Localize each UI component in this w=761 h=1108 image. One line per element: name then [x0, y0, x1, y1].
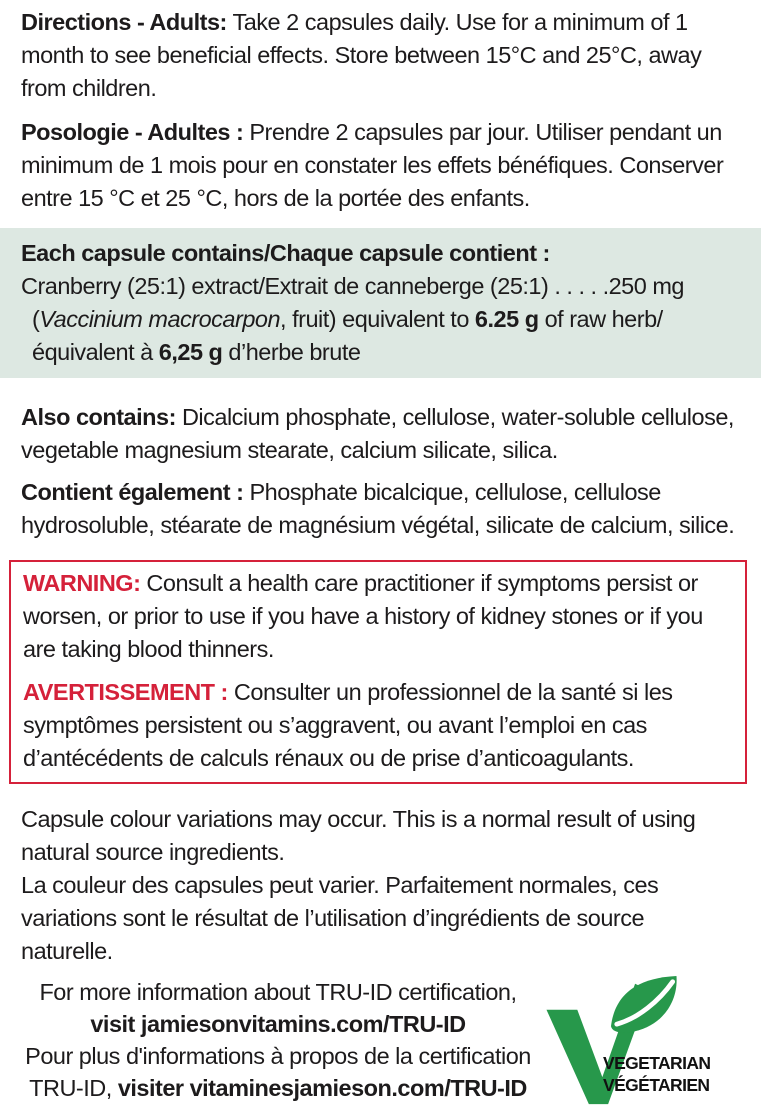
truid-en-line1: For more information about TRU-ID certification, — [39, 979, 517, 1005]
vegetarian-logo — [535, 976, 740, 1107]
vegetarian-label-en: VEGETARIAN — [603, 1053, 711, 1073]
warning-english: WARNING: Consult a health care practitioner if symptoms persist or worsen, or prior to use if you have a history of kidney stones or if you are taking blood thinners. — [23, 570, 703, 662]
also-contains-english: Also contains: Dicalcium phosphate, cellulose, water-soluble cellulose, vegetable magnesium stearate, calcium silicate, silica. — [21, 404, 734, 463]
capsule-note-french: La couleur des capsules peut varier. Parfaitement normales, ces variations sont le résultat de l’utilisation d’ingrédients de source naturelle. — [21, 872, 659, 964]
capsule-note-english: Capsule colour variations may occur. This is a normal result of using natural source ingredients. — [21, 806, 696, 865]
ingredient-amount-line: Cranberry (25:1) extract/Extrait de canneberge (25:1) . . . . .250 mg — [21, 273, 684, 299]
vegetarian-label-fr: VÉGÉTARIEN — [603, 1075, 710, 1095]
directions-english: Directions - Adults: Take 2 capsules daily. Use for a minimum of 1 month to see beneficial effects. Store between 15°C and 25°C, away from children. — [21, 9, 702, 101]
vegetarian-labels — [603, 1052, 710, 1096]
truid-fr-line1: Pour plus d'informations à propos de la certification — [25, 1043, 531, 1069]
truid-fr-line2: TRU-ID, visiter vitaminesjamieson.com/TRU-ID — [29, 1075, 527, 1101]
ingredient-equivalent-en: (Vaccinium macrocarpon, fruit) equivalent to 6.25 g of raw herb/ — [32, 306, 663, 332]
footer-row — [21, 976, 740, 1107]
ingredient-equivalent-fr: équivalent à 6,25 g d’herbe brute — [32, 339, 361, 365]
ingredients-heading: Each capsule contains/Chaque capsule contient : — [21, 240, 550, 266]
medicinal-ingredients-box — [0, 228, 761, 378]
directions-french: Posologie - Adultes : Prendre 2 capsules par jour. Utiliser pendant un minimum de 1 mois pour en constater les effets bénéfiques. Conserver entre 15 °C et 25 °C, hors de la portée des enfants. — [21, 119, 724, 211]
also-contains-french: Contient également : Phosphate bicalcique, cellulose, cellulose hydrosoluble, stéarate de magnésium végétal, silicate de calcium, silice. — [21, 479, 735, 538]
truid-en-line2: visit jamiesonvitamins.com/TRU-ID — [90, 1011, 466, 1037]
warning-french: AVERTISSEMENT : Consulter un professionnel de la santé si les symptômes persistent ou s’aggravent, ou avant l’emploi en cas d’antécédents de calculs rénaux ou de prise d’anticoagulants. — [23, 679, 673, 771]
warning-box — [9, 560, 747, 784]
truid-info — [21, 976, 535, 1104]
